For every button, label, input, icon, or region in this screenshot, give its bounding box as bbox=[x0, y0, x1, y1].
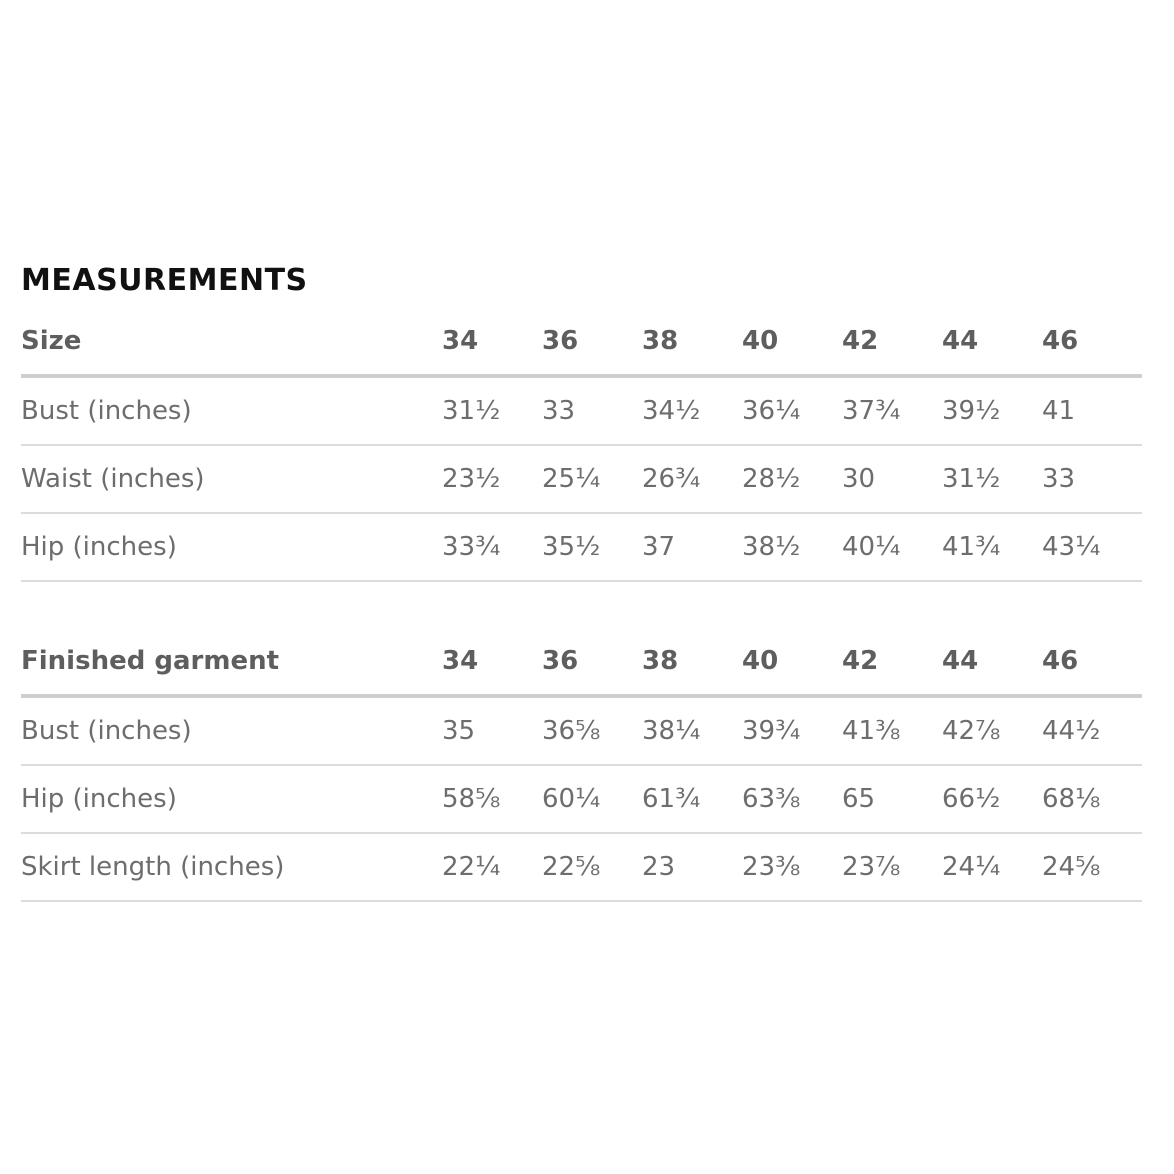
size-header: 38 bbox=[642, 326, 679, 356]
body-measurements-table bbox=[21, 308, 1142, 582]
size-header: 34 bbox=[442, 646, 479, 676]
table-cell: 24⅝ bbox=[1042, 852, 1101, 882]
table-row bbox=[21, 446, 1142, 514]
size-header: 36 bbox=[542, 646, 579, 676]
row-label: Bust (inches) bbox=[21, 716, 192, 746]
table-cell: 34½ bbox=[642, 396, 701, 426]
table-cell: 39½ bbox=[942, 396, 1001, 426]
size-header: 42 bbox=[842, 326, 879, 356]
size-header: 42 bbox=[842, 646, 879, 676]
table-cell: 35½ bbox=[542, 532, 601, 562]
size-header: 46 bbox=[1042, 326, 1079, 356]
size-header: 44 bbox=[942, 326, 979, 356]
size-header: 40 bbox=[742, 646, 779, 676]
table-cell: 24¼ bbox=[942, 852, 1001, 882]
table-cell: 40¼ bbox=[842, 532, 901, 562]
row-label: Hip (inches) bbox=[21, 784, 177, 814]
table-cell: 36⅝ bbox=[542, 716, 601, 746]
table-cell: 43¼ bbox=[1042, 532, 1101, 562]
table-cell: 38½ bbox=[742, 532, 801, 562]
size-header: 40 bbox=[742, 326, 779, 356]
table-cell: 37 bbox=[642, 532, 676, 562]
table-cell: 23⅜ bbox=[742, 852, 801, 882]
table-cell: 23 bbox=[642, 852, 676, 882]
page-title: MEASUREMENTS bbox=[21, 263, 308, 298]
table-cell: 33 bbox=[1042, 464, 1076, 494]
table-cell: 23⅞ bbox=[842, 852, 901, 882]
size-header: 46 bbox=[1042, 646, 1079, 676]
header-label: Size bbox=[21, 326, 82, 356]
table-cell: 66½ bbox=[942, 784, 1001, 814]
row-label: Waist (inches) bbox=[21, 464, 205, 494]
table-cell: 68⅛ bbox=[1042, 784, 1101, 814]
table-row bbox=[21, 766, 1142, 834]
table-row bbox=[21, 698, 1142, 766]
table-cell: 42⅞ bbox=[942, 716, 1001, 746]
table-cell: 35 bbox=[442, 716, 476, 746]
table-cell: 37¾ bbox=[842, 396, 901, 426]
table-cell: 61¾ bbox=[642, 784, 701, 814]
table-cell: 36¼ bbox=[742, 396, 801, 426]
table-cell: 41⅜ bbox=[842, 716, 901, 746]
finished-garment-table bbox=[21, 628, 1142, 902]
header-label: Finished garment bbox=[21, 646, 280, 676]
size-header: 36 bbox=[542, 326, 579, 356]
table-cell: 31½ bbox=[442, 396, 501, 426]
table-cell: 41 bbox=[1042, 396, 1076, 426]
row-label: Hip (inches) bbox=[21, 532, 177, 562]
table-header-row bbox=[21, 628, 1142, 698]
table-cell: 39¾ bbox=[742, 716, 801, 746]
table-cell: 22¼ bbox=[442, 852, 501, 882]
table-cell: 23½ bbox=[442, 464, 501, 494]
size-header: 38 bbox=[642, 646, 679, 676]
table-row bbox=[21, 834, 1142, 902]
table-cell: 41¾ bbox=[942, 532, 1001, 562]
table-cell: 22⅝ bbox=[542, 852, 601, 882]
table-cell: 60¼ bbox=[542, 784, 601, 814]
row-label: Bust (inches) bbox=[21, 396, 192, 426]
table-cell: 25¼ bbox=[542, 464, 601, 494]
table-cell: 44½ bbox=[1042, 716, 1101, 746]
table-cell: 33¾ bbox=[442, 532, 501, 562]
row-label: Skirt length (inches) bbox=[21, 852, 285, 882]
table-cell: 31½ bbox=[942, 464, 1001, 494]
table-cell: 38¼ bbox=[642, 716, 701, 746]
table-cell: 28½ bbox=[742, 464, 801, 494]
table-cell: 33 bbox=[542, 396, 576, 426]
table-cell: 65 bbox=[842, 784, 876, 814]
table-row bbox=[21, 378, 1142, 446]
table-cell: 63⅜ bbox=[742, 784, 801, 814]
table-header-row bbox=[21, 308, 1142, 378]
table-cell: 30 bbox=[842, 464, 876, 494]
table-cell: 58⅝ bbox=[442, 784, 501, 814]
table-row bbox=[21, 514, 1142, 582]
table-cell: 26¾ bbox=[642, 464, 701, 494]
size-header: 34 bbox=[442, 326, 479, 356]
size-header: 44 bbox=[942, 646, 979, 676]
